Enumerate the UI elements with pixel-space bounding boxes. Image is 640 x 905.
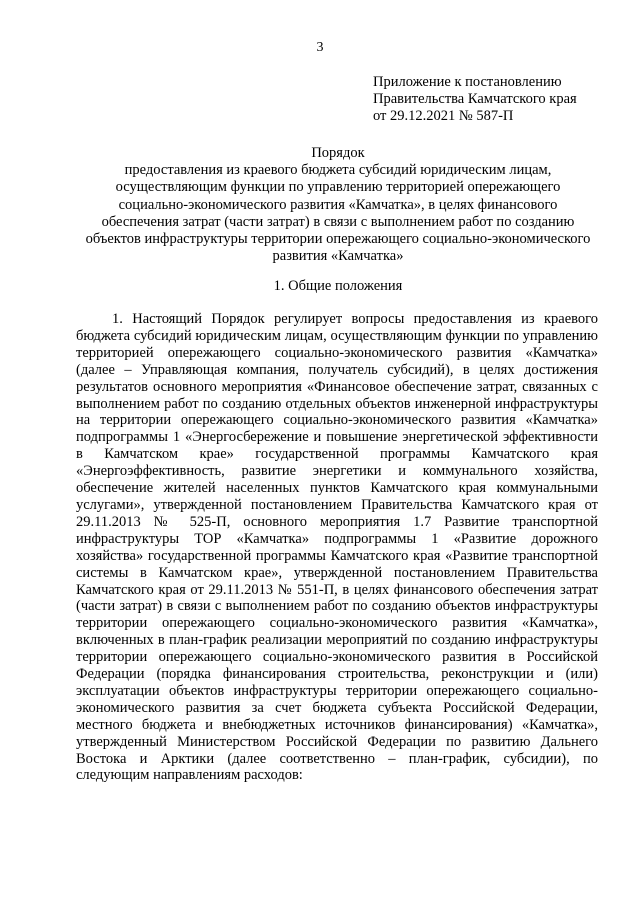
- document-title: [80, 145, 596, 265]
- appendix-line-2: Правительства Камчатского края: [373, 91, 577, 107]
- title-word: Порядок: [311, 145, 365, 161]
- paragraph-1: 1. Настоящий Порядок регулирует вопросы предоставления из краевого бюджета субсидий юридическим лицам, осуществляющим функции по управлению территорией опережающего социально-экономического развития «Камчатка» (далее – Управляющая компания, получатель субсидий), в целях достижения результатов основного мероприятия «Финансовое обеспечение затрат, связанных с выполнением работ по созданию отдельных объектов инженерной инфраструктуры на территории опережающего социально-экономического развития «Камчатка» подпрограммы 1 «Энергосбережение и повышение энергетической эффективности в Камчатском крае» государственной программы Камчатского края «Энергоэффективность, развитие энергетики и коммунального хозяйства, обеспечение жителей населенных пунктов Камчатского края коммунальными услугами», утвержденной постановлением Правительства Камчатского края от 29.11.2013 № 525-П, основного мероприятия 1.7 Развитие транспортной инфраструктуры ТОР «Камчатка» подпрограммы 1 «Развитие дорожного хозяйства» государственной программы Камчатского края «Развитие транспортной системы в Камчатском крае», утвержденной постановлением Правительства Камчатского края от 29.11.2013 № 551-П, в целях финансового обеспечения затрат (части затрат) в связи с выполнением работ по созданию объектов инфраструктуры территории опережающего социально-экономического развития «Камчатка», включенных в план-график реализации мероприятий по созданию инфраструктуры территории опережающего социально-экономического развития в Российской Федерации (порядка финансирования строительства, реконструкции и (или) эксплуатации объектов инфраструктуры территории опережающего социально-экономического развития за счет бюджета субъекта Российской Федерации, местного бюджета и внебюджетных источников финансирования) «Камчатка», утвержденный Министерством Российской Федерации по развитию Дальнего Востока и Арктики (далее соответственно – план-график, субсидии), по следующим направлениям расходов:: [76, 311, 598, 784]
- appendix-note: [373, 74, 613, 125]
- section-heading: 1. Общие положения: [273, 278, 403, 294]
- appendix-line-1: Приложение к постановлению: [373, 74, 562, 90]
- title-body: предоставления из краевого бюджета субсидий юридическим лицам, осуществляющим функции по управлению территорией опережающего социально-экономического развития «Камчатка», в целях финансового обеспечения затрат (части затрат) в связи с выполнением работ по созданию объектов инфраструктуры территории опережающего социально-экономического развития «Камчатка»: [85, 162, 591, 265]
- appendix-line-3: от 29.12.2021 № 587-П: [373, 108, 514, 124]
- page-number: 3: [316, 40, 324, 55]
